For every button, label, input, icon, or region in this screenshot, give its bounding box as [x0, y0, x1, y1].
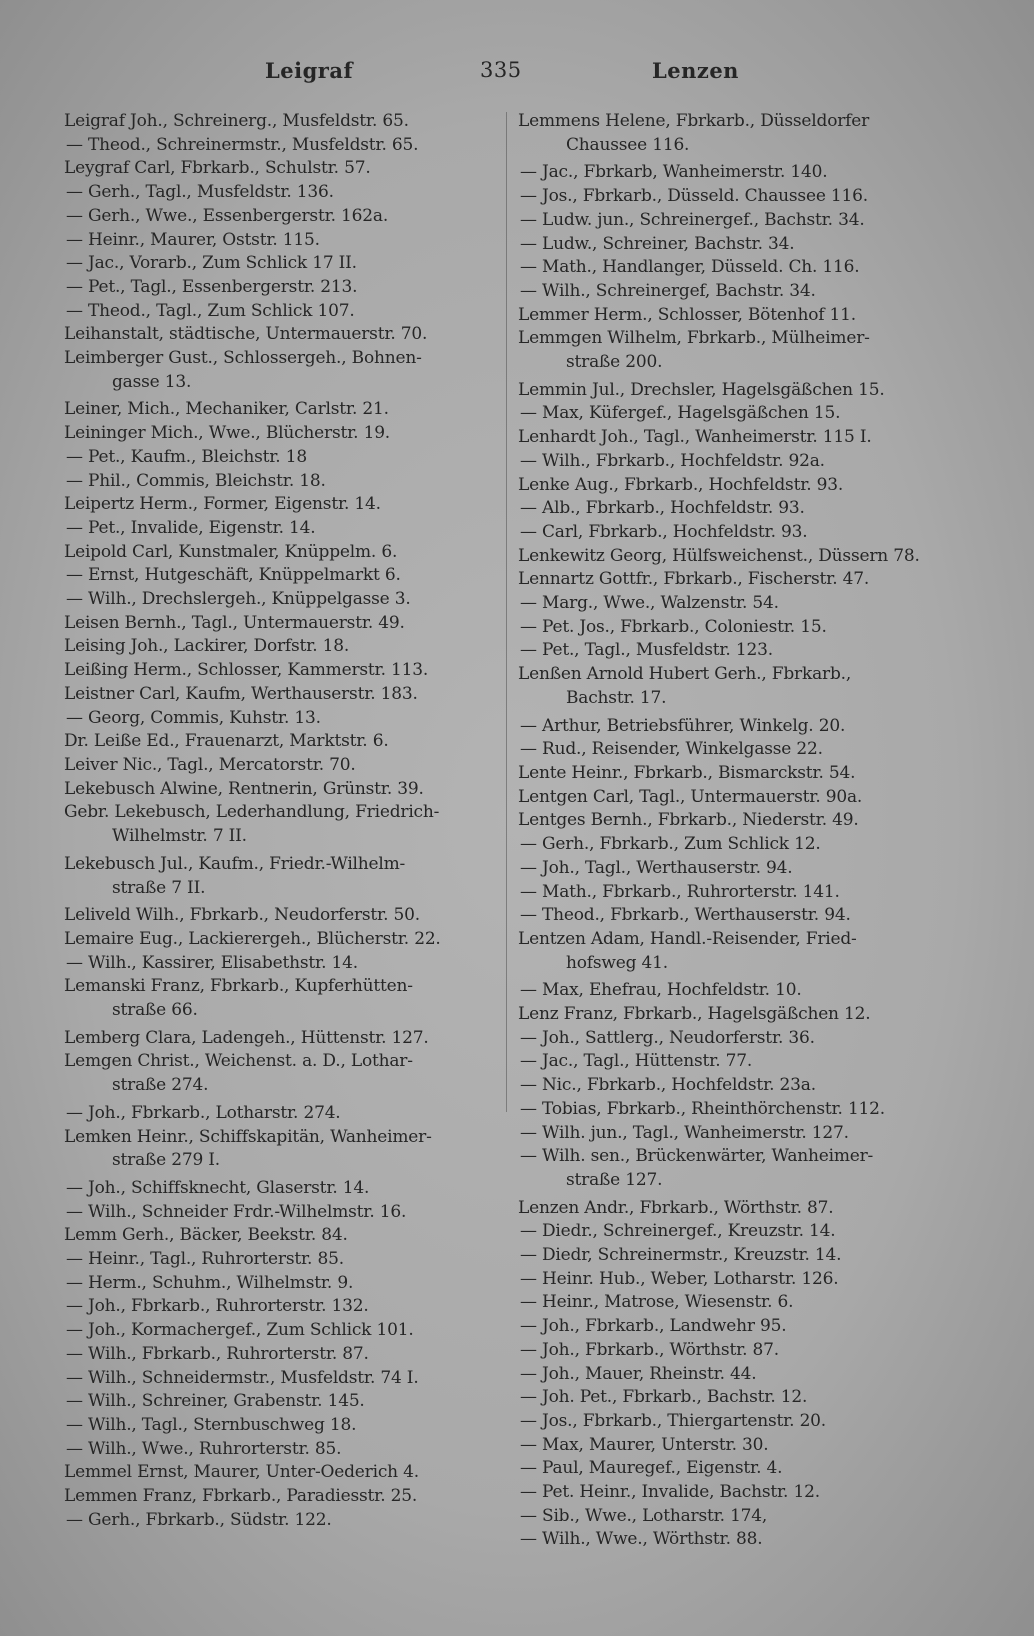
directory-entry: — Pet. Jos., Fbrkarb., Coloniestr. 15.: [520, 616, 827, 637]
directory-entry: — Math., Fbrkarb., Ruhrorterstr. 141.: [520, 881, 840, 902]
directory-entry: — Wilh., Wwe., Wörthstr. 88.: [520, 1529, 763, 1550]
entry-continuation: Wilhelmstr. 7 II.: [112, 826, 247, 847]
directory-entry: Dr. Leiße Ed., Frauenarzt, Marktstr. 6.: [64, 731, 389, 752]
directory-entry: Leihanstalt, städtische, Untermauerstr. 70.: [64, 324, 428, 345]
directory-entry: — Wilh., Tagl., Sternbuschweg 18.: [66, 1414, 357, 1435]
entry-continuation: straße 200.: [566, 352, 663, 373]
entry-continuation: gasse 13.: [112, 371, 192, 392]
directory-entry: Lemberg Clara, Ladengeh., Hüttenstr. 127.: [64, 1027, 429, 1048]
directory-entry: Lente Heinr., Fbrkarb., Bismarckstr. 54.: [518, 762, 856, 783]
directory-entry: Leygraf Carl, Fbrkarb., Schulstr. 57.: [64, 158, 371, 179]
directory-entry: — Heinr., Matrose, Wiesenstr. 6.: [520, 1292, 794, 1313]
entry-continuation: straße 66.: [112, 1000, 198, 1021]
column-divider: [506, 112, 507, 1112]
directory-entry: Lekebusch Jul., Kaufm., Friedr.-Wilhelm-: [64, 853, 406, 874]
directory-entry: Lennartz Gottfr., Fbrkarb., Fischerstr. 47.: [518, 569, 870, 590]
entry-continuation: Bachstr. 17.: [566, 687, 667, 708]
directory-entry: — Math., Handlanger, Düsseld. Ch. 116.: [520, 257, 860, 278]
directory-entry: Leisen Bernh., Tagl., Untermauerstr. 49.: [64, 612, 405, 633]
directory-entry: — Wilh., Schneidermstr., Musfeldstr. 74 I.: [66, 1367, 419, 1388]
directory-entry: Lenz Franz, Fbrkarb., Hagelsgäßchen 12.: [518, 1004, 871, 1025]
directory-entry: — Pet., Tagl., Essenbergerstr. 213.: [66, 276, 358, 297]
directory-entry: — Marg., Wwe., Walzenstr. 54.: [520, 593, 779, 614]
running-head-right: Lenzen: [652, 58, 739, 83]
directory-entry: — Joh., Fbrkarb., Landwehr 95.: [520, 1316, 787, 1337]
directory-entry: Leiner, Mich., Mechaniker, Carlstr. 21.: [64, 399, 389, 420]
entry-continuation: straße 127.: [566, 1169, 663, 1190]
directory-entry: Gebr. Lekebusch, Lederhandlung, Friedrich-: [64, 802, 440, 823]
directory-entry: Lenßen Arnold Hubert Gerh., Fbrkarb.,: [518, 664, 852, 685]
directory-entry: — Jac., Fbrkarb, Wanheimerstr. 140.: [520, 162, 828, 183]
directory-entry: — Gerh., Fbrkarb., Zum Schlick 12.: [520, 834, 821, 855]
directory-entry: — Diedr., Schreinergef., Kreuzstr. 14.: [520, 1221, 836, 1242]
directory-entry: — Joh., Schiffsknecht, Glaserstr. 14.: [66, 1177, 370, 1198]
directory-entry: Leimberger Gust., Schlossergeh., Bohnen-: [64, 348, 422, 369]
directory-entry: — Sib., Wwe., Lotharstr. 174,: [520, 1505, 768, 1526]
entry-continuation: straße 274.: [112, 1075, 209, 1096]
directory-entry: Leiver Nic., Tagl., Mercatorstr. 70.: [64, 754, 356, 775]
directory-entry: — Jos., Fbrkarb., Düsseld. Chaussee 116.: [520, 186, 868, 207]
entry-continuation: straße 7 II.: [112, 877, 206, 898]
directory-entry: — Joh., Fbrkarb., Lotharstr. 274.: [66, 1102, 341, 1123]
directory-entry: — Arthur, Betriebsführer, Winkelg. 20.: [520, 715, 846, 736]
directory-entry: — Nic., Fbrkarb., Hochfeldstr. 23a.: [520, 1075, 816, 1096]
directory-entry: — Tobias, Fbrkarb., Rheinthörchenstr. 112.: [520, 1098, 885, 1119]
directory-entry: — Wilh., Schreiner, Grabenstr. 145.: [66, 1391, 365, 1412]
directory-entry: — Jac., Vorarb., Zum Schlick 17 II.: [66, 253, 357, 274]
directory-entry: — Alb., Fbrkarb., Hochfeldstr. 93.: [520, 498, 805, 519]
directory-entry: — Theod., Schreinermstr., Musfeldstr. 65.: [66, 134, 419, 155]
directory-entry: — Theod., Tagl., Zum Schlick 107.: [66, 300, 355, 321]
directory-entry: — Herm., Schuhm., Wilhelmstr. 9.: [66, 1272, 354, 1293]
directory-entry: — Heinr., Maurer, Oststr. 115.: [66, 229, 320, 250]
directory-entry: Lenhardt Joh., Tagl., Wanheimerstr. 115 I.: [518, 427, 872, 448]
directory-entry: — Wilh., Schreinergef, Bachstr. 34.: [520, 280, 816, 301]
directory-entry: Lenzen Andr., Fbrkarb., Wörthstr. 87.: [518, 1197, 834, 1218]
directory-entry: Leliveld Wilh., Fbrkarb., Neudorferstr. 50.: [64, 905, 420, 926]
directory-entry: — Heinr. Hub., Weber, Lotharstr. 126.: [520, 1268, 839, 1289]
directory-entry: — Heinr., Tagl., Ruhrorterstr. 85.: [66, 1249, 344, 1270]
directory-entry: — Max, Ehefrau, Hochfeldstr. 10.: [520, 980, 802, 1001]
directory-entry: — Ernst, Hutgeschäft, Knüppelmarkt 6.: [66, 565, 401, 586]
directory-entry: Leistner Carl, Kaufm, Werthauserstr. 183.: [64, 683, 418, 704]
directory-entry: Lemgen Christ., Weichenst. a. D., Lothar-: [64, 1051, 413, 1072]
directory-entry: — Gerh., Wwe., Essenbergerstr. 162a.: [66, 205, 389, 226]
directory-entry: Lemaire Eug., Lackierergeh., Blücherstr. 22.: [64, 928, 441, 949]
directory-entry: Lekebusch Alwine, Rentnerin, Grünstr. 39.: [64, 778, 424, 799]
directory-entry: — Carl, Fbrkarb., Hochfeldstr. 93.: [520, 521, 808, 542]
directory-entry: — Gerh., Tagl., Musfeldstr. 136.: [66, 182, 334, 203]
directory-entry: — Jac., Tagl., Hüttenstr. 77.: [520, 1051, 753, 1072]
directory-entry: — Georg, Commis, Kuhstr. 13.: [66, 707, 321, 728]
directory-entry: — Wilh., Fbrkarb., Ruhrorterstr. 87.: [66, 1343, 369, 1364]
directory-entry: Lemken Heinr., Schiffskapitän, Wanheimer-: [64, 1126, 432, 1147]
directory-entry: — Pet., Invalide, Eigenstr. 14.: [66, 517, 316, 538]
directory-entry: Leigraf Joh., Schreinerg., Musfeldstr. 65.: [64, 111, 409, 131]
running-head-left: Leigraf: [265, 58, 353, 83]
directory-entry: Lentges Bernh., Fbrkarb., Niederstr. 49.: [518, 810, 859, 831]
directory-entry: — Max, Maurer, Unterstr. 30.: [520, 1434, 769, 1455]
directory-entry: Leipold Carl, Kunstmaler, Knüppelm. 6.: [64, 541, 398, 562]
directory-entry: Leißing Herm., Schlosser, Kammerstr. 113.: [64, 660, 429, 681]
entry-continuation: straße 279 I.: [112, 1150, 221, 1171]
directory-entry: — Joh., Mauer, Rheinstr. 44.: [520, 1363, 757, 1384]
directory-entry: — Joh., Kormachergef., Zum Schlick 101.: [66, 1320, 414, 1341]
directory-entry: Lemm Gerh., Bäcker, Beekstr. 84.: [64, 1225, 348, 1246]
directory-entry: — Phil., Commis, Bleichstr. 18.: [66, 470, 326, 491]
directory-entry: — Wilh. jun., Tagl., Wanheimerstr. 127.: [520, 1122, 849, 1143]
directory-entry: — Joh., Fbrkarb., Ruhrorterstr. 132.: [66, 1296, 369, 1317]
directory-entry: Lentgen Carl, Tagl., Untermauerstr. 90a.: [518, 786, 863, 807]
directory-entry: — Rud., Reisender, Winkelgasse 22.: [520, 739, 823, 760]
directory-entry: Lentzen Adam, Handl.-Reisender, Fried-: [518, 928, 857, 949]
directory-entry: — Joh., Fbrkarb., Wörthstr. 87.: [520, 1339, 779, 1360]
directory-entry: — Gerh., Fbrkarb., Südstr. 122.: [66, 1509, 332, 1530]
directory-entry: — Jos., Fbrkarb., Thiergartenstr. 20.: [520, 1410, 827, 1431]
directory-entry: — Wilh., Drechslergeh., Knüppelgasse 3.: [66, 589, 411, 610]
directory-entry: Leininger Mich., Wwe., Blücherstr. 19.: [64, 423, 391, 444]
directory-entry: Lemmer Herm., Schlosser, Bötenhof 11.: [518, 304, 856, 325]
directory-entry: — Wilh. sen., Brückenwärter, Wanheimer-: [520, 1146, 874, 1167]
directory-entry: Lemmgen Wilhelm, Fbrkarb., Mülheimer-: [518, 328, 870, 349]
directory-entry: — Pet., Kaufm., Bleichstr. 18: [66, 446, 307, 467]
directory-entry: — Ludw., Schreiner, Bachstr. 34.: [520, 233, 795, 254]
directory-entry: Lemmel Ernst, Maurer, Unter-Oederich 4.: [64, 1462, 419, 1483]
directory-entry: — Diedr, Schreinermstr., Kreuzstr. 14.: [520, 1245, 842, 1266]
entry-continuation: hofsweg 41.: [566, 952, 668, 973]
directory-entry: — Pet. Heinr., Invalide, Bachstr. 12.: [520, 1482, 820, 1503]
directory-entry: Lemmens Helene, Fbrkarb., Düsseldorfer: [518, 111, 870, 131]
directory-entry: — Wilh., Schneider Frdr.-Wilhelmstr. 16.: [66, 1201, 407, 1222]
entry-continuation: Chaussee 116.: [566, 134, 690, 155]
directory-entry: Lemmen Franz, Fbrkarb., Paradiesstr. 25.: [64, 1486, 418, 1507]
page-number: 335: [480, 58, 522, 82]
directory-entry: — Max, Küfergef., Hagelsgäßchen 15.: [520, 403, 841, 424]
directory-entry: Leising Joh., Lackirer, Dorfstr. 18.: [64, 636, 350, 657]
directory-entry: — Ludw. jun., Schreinergef., Bachstr. 34.: [520, 209, 865, 230]
directory-entry: Lemmin Jul., Drechsler, Hagelsgäßchen 15.: [518, 379, 885, 400]
directory-entry: — Joh., Sattlerg., Neudorferstr. 36.: [520, 1027, 815, 1048]
directory-entry: Leipertz Herm., Former, Eigenstr. 14.: [64, 494, 381, 515]
directory-entry: — Theod., Fbrkarb., Werthauserstr. 94.: [520, 905, 851, 926]
directory-entry: — Joh. Pet., Fbrkarb., Bachstr. 12.: [520, 1387, 808, 1408]
directory-entry: — Paul, Mauregef., Eigenstr. 4.: [520, 1458, 783, 1479]
directory-entry: — Wilh., Kassirer, Elisabethstr. 14.: [66, 952, 358, 973]
directory-entry: — Joh., Tagl., Werthauserstr. 94.: [520, 857, 793, 878]
right-column: [518, 110, 950, 1552]
directory-entry: — Pet., Tagl., Musfeldstr. 123.: [520, 640, 773, 661]
directory-entry: — Wilh., Fbrkarb., Hochfeldstr. 92a.: [520, 450, 825, 471]
directory-entry: Lenkewitz Georg, Hülfsweichenst., Düssern 78.: [518, 545, 920, 566]
directory-entry: — Wilh., Wwe., Ruhrorterstr. 85.: [66, 1438, 342, 1459]
directory-entry: Lenke Aug., Fbrkarb., Hochfeldstr. 93.: [518, 474, 844, 495]
directory-entry: Lemanski Franz, Fbrkarb., Kupferhütten-: [64, 976, 413, 997]
left-column: [64, 110, 496, 1532]
